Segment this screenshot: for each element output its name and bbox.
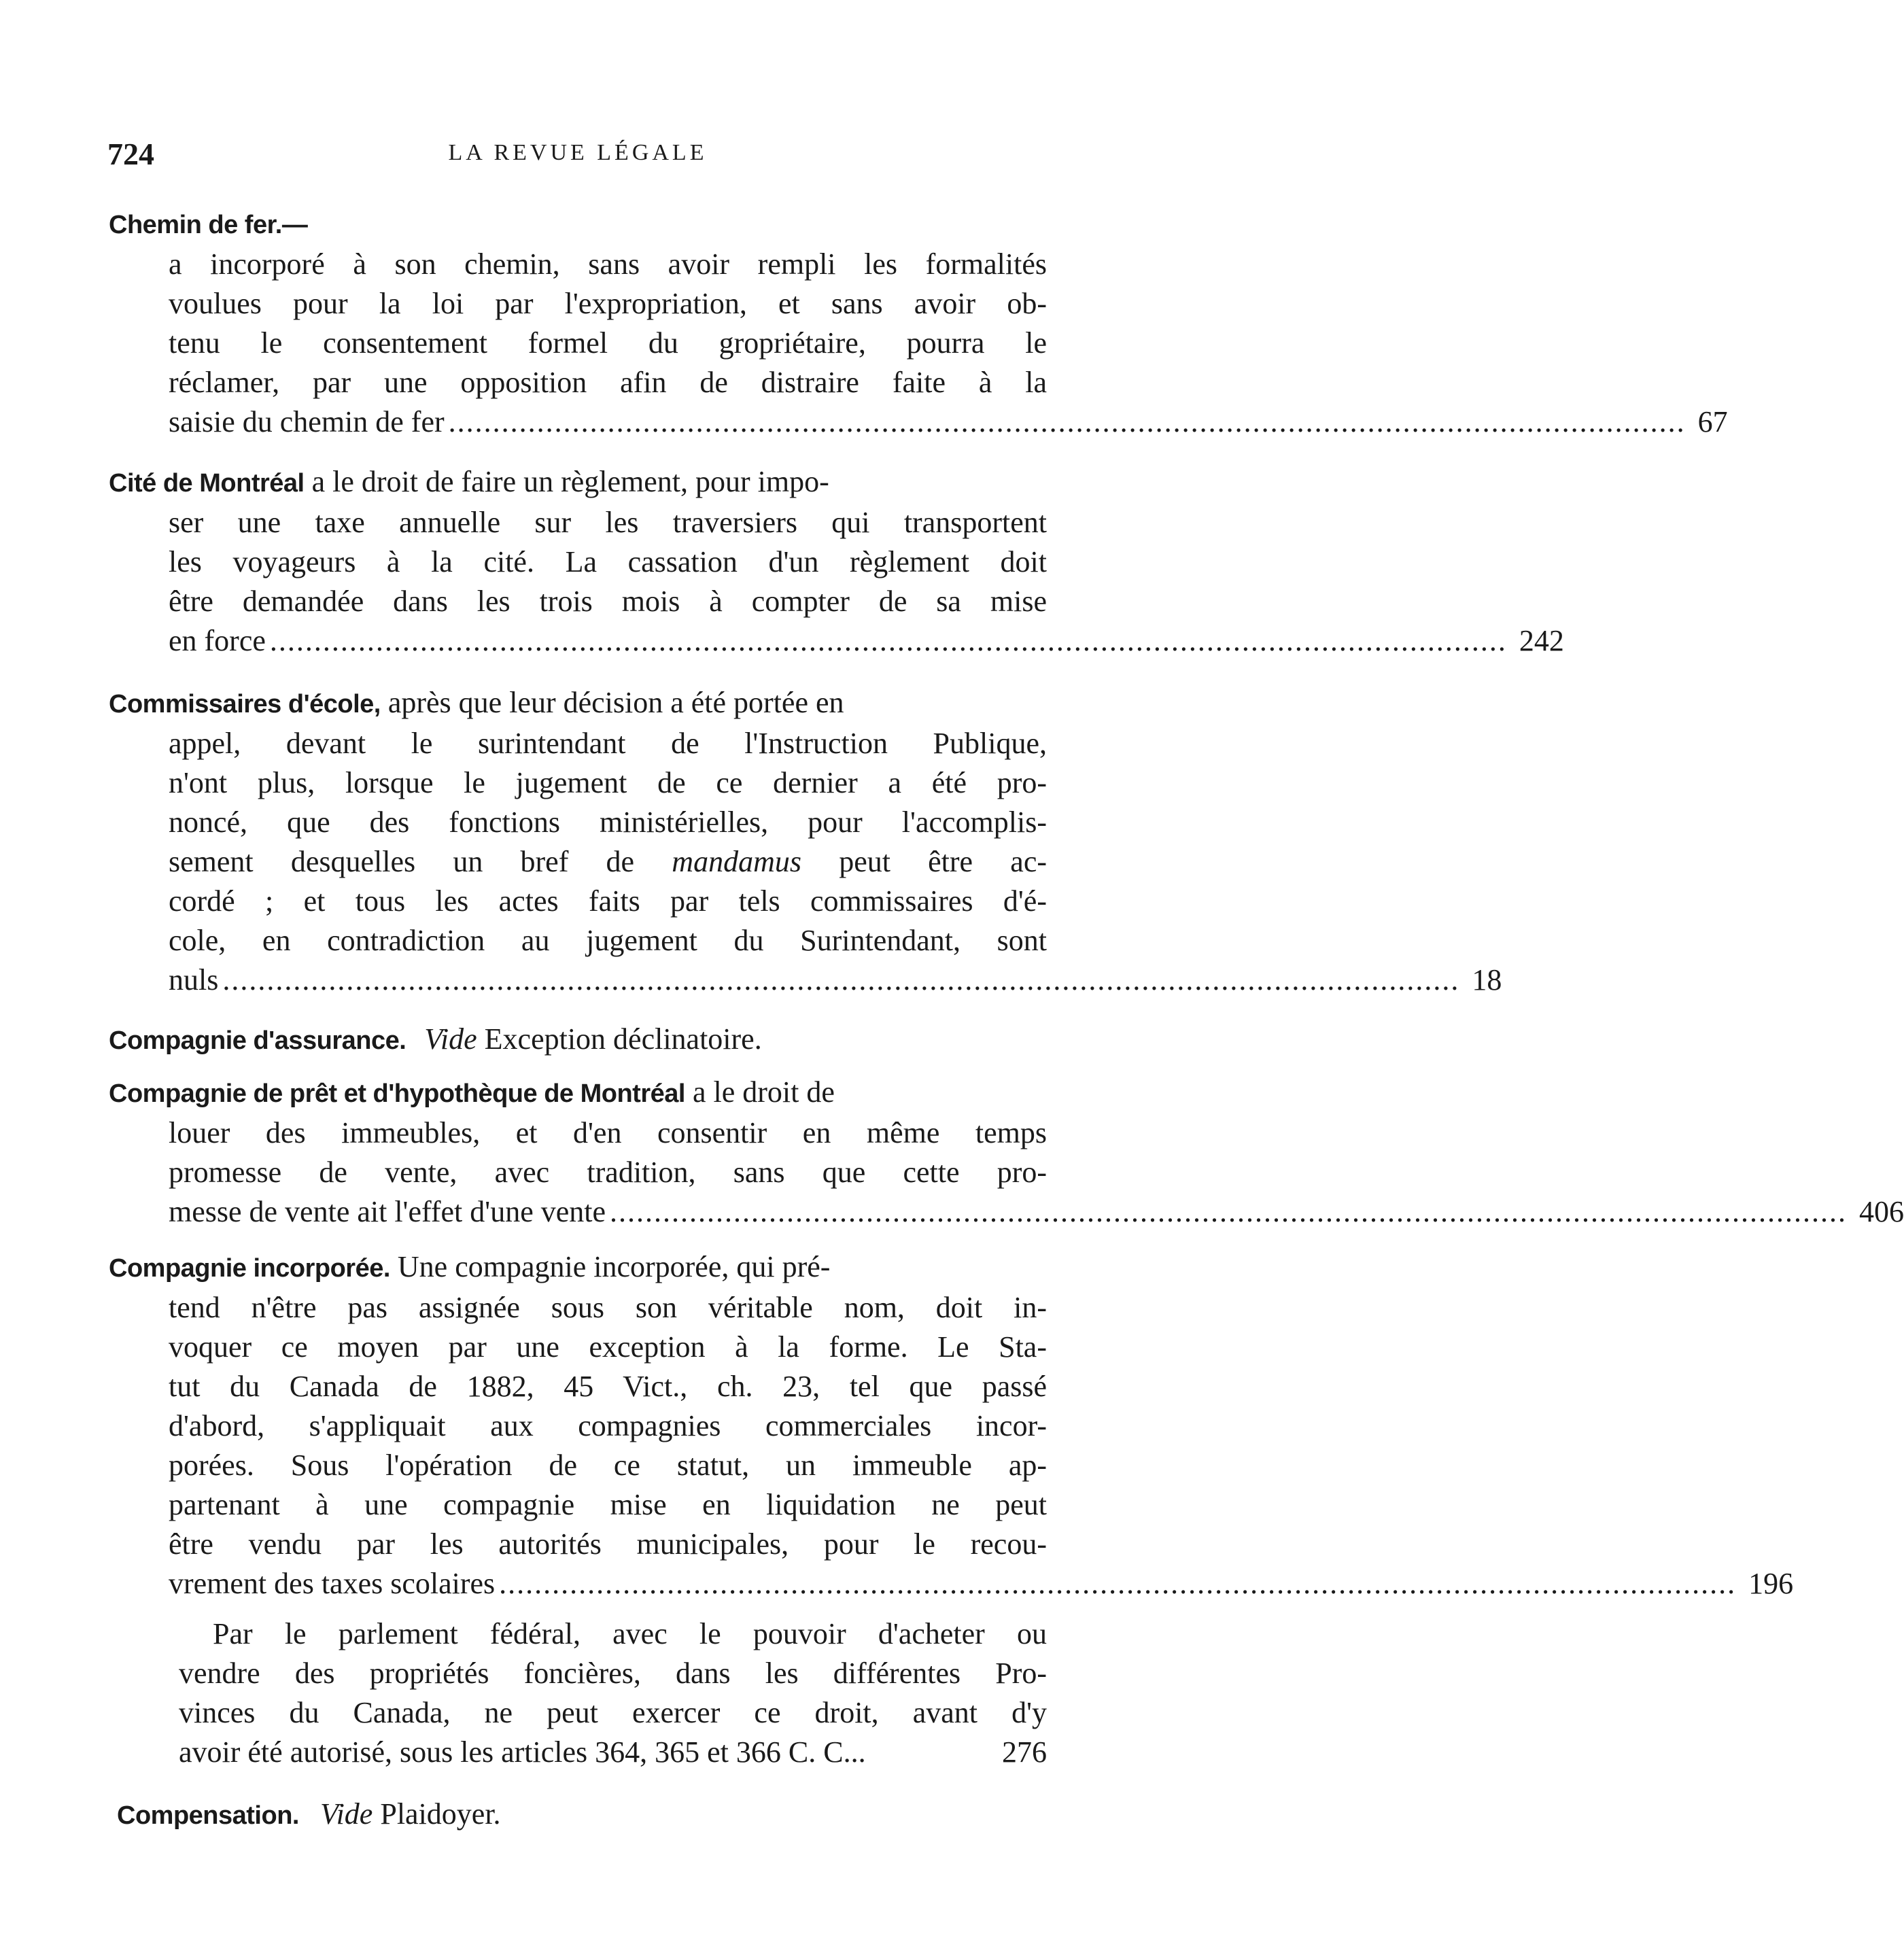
entry-line: réclamer, par une opposition afin de distraire faite à la — [169, 366, 1047, 399]
entry-line: tut du Canada de 1882, 45 Vict., ch. 23, tel que passé — [169, 1370, 1047, 1403]
entry-line: noncé, que des fonctions ministérielles, pour l'accomplis- — [169, 806, 1047, 839]
italic-term: mandamus — [672, 845, 801, 878]
entry-last-line — [109, 402, 1728, 442]
entry-term: Compagnie incorporée. — [109, 1254, 390, 1283]
entry-line: vendre des propriétés foncières, dans les différentes Pro- — [179, 1657, 1047, 1690]
page-reference: 406 — [1859, 1195, 1904, 1228]
entry-term: Commissaires d'école, — [109, 690, 381, 718]
index-entry-chemin-de-fer — [109, 204, 1728, 442]
entry-lead-italic: Vide — [424, 1022, 477, 1056]
entry-line: messe de vente ait l'effet d'une vente — [169, 1195, 606, 1228]
entry-line: voulues pour la loi par l'expropriation, et sans avoir ob- — [169, 287, 1047, 320]
entry-line: partenant à une compagnie mise en liquidation ne peut — [169, 1488, 1047, 1521]
entry-line: porées. Sous l'opération de ce statut, un immeuble ap- — [169, 1449, 1047, 1482]
entry-term: Compagnie d'assurance. — [109, 1026, 406, 1055]
entry-line: tenu le consentement formel du gropriétaire, pourra le — [169, 326, 1047, 360]
index-entry-compagnie-de-pret — [109, 1073, 1904, 1232]
leader-dots: ............................................................................................................................................ — [448, 405, 1686, 438]
leader-dots: ............................................................................................................................................ — [269, 624, 1507, 657]
entry-line: sement desquelles un bref de mandamus peut être ac- — [169, 845, 1047, 878]
entry-last-line — [109, 1733, 1047, 1772]
entry-last-line — [109, 621, 1564, 661]
index-entry-compagnie-incorporee — [109, 1247, 1794, 1604]
entry-line: a incorporé à son chemin, sans avoir rempli les formalités — [169, 247, 1047, 281]
page-reference: 276 — [1002, 1735, 1047, 1769]
entry-term: Compagnie de prêt et d'hypothèque de Montréal — [109, 1079, 685, 1108]
entry-last-line — [109, 1192, 1904, 1232]
entry-line: louer des immeubles, et d'en consentir en même temps — [169, 1116, 1047, 1149]
entry-line: vrement des taxes scolaires — [169, 1567, 496, 1600]
entry-line: cordé ; et tous les actes faits par tels commissaires d'é- — [169, 884, 1047, 918]
index-entry-continuation-paragraph — [109, 1614, 1047, 1772]
entry-term: Cité de Montréal — [109, 469, 305, 498]
running-title: LA REVUE LÉGALE — [448, 140, 708, 165]
entry-body — [109, 1614, 1047, 1733]
entry-line: promesse de vente, avec tradition, sans que cette pro- — [169, 1156, 1047, 1189]
entry-lead-italic: Vide — [319, 1797, 373, 1831]
entry-line: les voyageurs à la cité. La cassation d'un règlement doit — [169, 545, 1047, 578]
entry-line: être vendu par les autorités municipales, pour le recou- — [169, 1527, 1047, 1561]
entry-line: appel, devant le surintendant de l'Instruction Publique, — [169, 727, 1047, 760]
entry-line: cole, en contradiction au jugement du Surintendant, sont — [169, 924, 1047, 957]
entry-line: d'abord, s'appliquait aux compagnies commerciales incor- — [169, 1409, 1047, 1442]
entry-line: ser une taxe annuelle sur les traversiers qui transportent — [169, 506, 1047, 539]
entry-term: Compensation. — [117, 1801, 299, 1830]
entry-line: vinces du Canada, ne peut exercer ce droit, avant d'y — [179, 1696, 1047, 1729]
entry-body — [109, 1288, 1047, 1564]
entry-body — [109, 724, 1047, 960]
page-number: 724 — [107, 137, 154, 171]
entry-line: n'ont plus, lorsque le jugement de ce dernier a été pro- — [169, 766, 1047, 799]
entry-body — [109, 1113, 1047, 1192]
leader-dots: ............................................................................................................................................ — [499, 1567, 1737, 1600]
entry-lead-text: Plaidoyer. — [373, 1797, 501, 1831]
entry-line: en force — [169, 624, 266, 657]
entry-line: avoir été autorisé, sous les articles 364, 365 et 366 C. C... — [179, 1735, 866, 1769]
page-header — [102, 136, 1054, 177]
entry-lead-text: Exception déclinatoire. — [477, 1022, 762, 1056]
entry-line: nuls — [169, 963, 219, 997]
index-entry-cite-de-montreal — [109, 462, 1564, 661]
entry-last-line — [109, 960, 1502, 1000]
page-reference: 196 — [1748, 1567, 1794, 1600]
leader-dots: ............................................................................................................................................ — [610, 1195, 1848, 1228]
entry-term: Chemin de fer.— — [109, 211, 308, 239]
entry-line: être demandée dans les trois mois à compter de sa mise — [169, 585, 1047, 618]
index-entry-compensation — [117, 1795, 1055, 1835]
entry-line: saisie du chemin de fer — [169, 405, 445, 438]
leader-dots: ............................................................................................................................................ — [222, 963, 1460, 997]
page-reference: 67 — [1697, 405, 1728, 438]
entry-lead-text: a le droit de — [685, 1075, 835, 1109]
entry-lead-text: a le droit de faire un règlement, pour impo- — [304, 465, 829, 498]
index-entry-commissaires-d-ecole — [109, 683, 1502, 1000]
entry-line: Par le parlement fédéral, avec le pouvoir d'acheter ou — [213, 1617, 1047, 1650]
entry-lead-text: après que leur décision a été portée en — [380, 686, 844, 719]
entry-body — [109, 503, 1047, 621]
entry-body — [109, 245, 1047, 402]
entry-last-line — [109, 1564, 1794, 1604]
entry-line: tend n'être pas assignée sous son véritable nom, doit in- — [169, 1291, 1047, 1324]
page-reference: 242 — [1519, 624, 1564, 657]
entry-lead-text: Une compagnie incorporée, qui pré- — [390, 1250, 831, 1283]
index-entry-compagnie-d-assurance — [109, 1020, 1047, 1060]
entry-line: voquer ce moyen par une exception à la forme. Le Sta- — [169, 1330, 1047, 1364]
page-reference: 18 — [1472, 963, 1502, 997]
